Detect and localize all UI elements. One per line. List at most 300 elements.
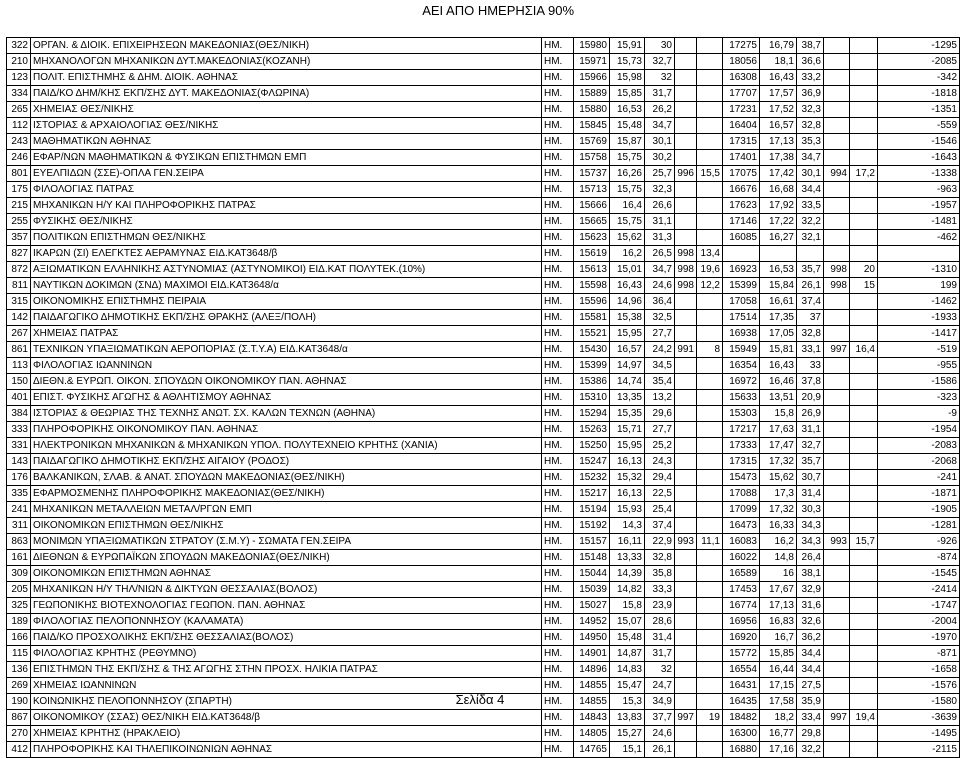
prev-grade-average-cell: 13,51 [760, 390, 797, 406]
special-grade-cell: 13,4 [697, 246, 723, 262]
school-type-cell: ΗΜ. [542, 550, 574, 566]
percentile-cell: 31,1 [645, 214, 675, 230]
special-count-cell [675, 230, 697, 246]
school-type-cell: ΗΜ. [542, 150, 574, 166]
prev-special-count-cell [824, 182, 850, 198]
admitted-count-cell: 14765 [574, 742, 610, 758]
department-name-cell: ΕΠΙΣΤ. ΦΥΣΙΚΗΣ ΑΓΩΓΗΣ & ΑΘΛΗΤΙΣΜΟΥ ΑΘΗΝΑΣ [31, 390, 542, 406]
special-grade-cell [697, 662, 723, 678]
special-count-cell: 991 [675, 342, 697, 358]
school-type-cell: ΗΜ. [542, 374, 574, 390]
department-name-cell: ΟΙΚΟΝΟΜΙΚΩΝ ΕΠΙΣΤΗΜΩΝ ΘΕΣ/ΝΙΚΗΣ [31, 518, 542, 534]
special-count-cell: 998 [675, 262, 697, 278]
prev-percentile-cell: 30,3 [797, 502, 824, 518]
department-name-cell: ΠΟΛΙΤΙΚΩΝ ΕΠΙΣΤΗΜΩΝ ΘΕΣ/ΝΙΚΗΣ [31, 230, 542, 246]
prev-special-count-cell [824, 646, 850, 662]
department-code-cell: 190 [7, 694, 31, 710]
prev-grade-average-cell: 17,15 [760, 678, 797, 694]
special-grade-cell [697, 150, 723, 166]
school-type-cell: ΗΜ. [542, 118, 574, 134]
prev-percentile-cell: 32,9 [797, 582, 824, 598]
prev-year-count-cell: 18482 [723, 710, 760, 726]
table-row [7, 102, 960, 118]
department-code-cell: 265 [7, 102, 31, 118]
school-type-cell: ΗΜ. [542, 406, 574, 422]
prev-grade-average-cell: 17,22 [760, 214, 797, 230]
prev-percentile-cell [797, 246, 824, 262]
table-row [7, 38, 960, 54]
prev-percentile-cell: 33,1 [797, 342, 824, 358]
department-code-cell: 269 [7, 678, 31, 694]
special-grade-cell [697, 614, 723, 630]
department-code-cell: 143 [7, 454, 31, 470]
school-type-cell: ΗΜ. [542, 70, 574, 86]
prev-percentile-cell: 35,7 [797, 454, 824, 470]
prev-year-count-cell: 17075 [723, 166, 760, 182]
prev-special-count-cell [824, 358, 850, 374]
prev-year-count-cell [723, 246, 760, 262]
difference-cell: -1281 [878, 518, 960, 534]
prev-special-count-cell [824, 38, 850, 54]
admitted-count-cell: 15880 [574, 102, 610, 118]
special-grade-cell [697, 454, 723, 470]
prev-special-grade-cell [850, 566, 878, 582]
grade-average-cell: 14,97 [610, 358, 645, 374]
percentile-cell: 32 [645, 662, 675, 678]
department-code-cell: 322 [7, 38, 31, 54]
prev-grade-average-cell: 18,1 [760, 54, 797, 70]
department-name-cell: ΦΙΛΟΛΟΓΙΑΣ ΚΡΗΤΗΣ (ΡΕΘΥΜΝΟ) [31, 646, 542, 662]
grade-average-cell: 15,32 [610, 470, 645, 486]
difference-cell: -874 [878, 550, 960, 566]
department-name-cell: ΟΡΓΑΝ. & ΔΙΟΙΚ. ΕΠΙΧΕΙΡΗΣΕΩΝ ΜΑΚΕΔΟΝΙΑΣ(ΘΕΣ/ΝΙΚΗ) [31, 38, 542, 54]
percentile-cell: 29,6 [645, 406, 675, 422]
department-name-cell: ΤΕΧΝΙΚΩΝ ΥΠΑΞΙΩΜΑΤΙΚΩΝ ΑΕΡΟΠΟΡΙΑΣ (Σ.Τ.Υ.Α) ΕΙΔ.ΚΑΤ3648/α [31, 342, 542, 358]
school-type-cell: ΗΜ. [542, 742, 574, 758]
difference-cell: -2068 [878, 454, 960, 470]
department-name-cell: ΜΗΧΑΝΙΚΩΝ ΜΕΤΑΛΛΕΙΩΝ ΜΕΤΑΛ/ΡΓΩΝ ΕΜΠ [31, 502, 542, 518]
percentile-cell: 31,3 [645, 230, 675, 246]
percentile-cell: 24,2 [645, 342, 675, 358]
special-count-cell: 996 [675, 166, 697, 182]
prev-year-count-cell: 16956 [723, 614, 760, 630]
prev-special-grade-cell [850, 198, 878, 214]
grade-average-cell: 15,47 [610, 678, 645, 694]
prev-special-count-cell [824, 326, 850, 342]
table-row [7, 518, 960, 534]
special-count-cell: 998 [675, 278, 697, 294]
admitted-count-cell: 15845 [574, 118, 610, 134]
prev-year-count-cell: 17401 [723, 150, 760, 166]
prev-percentile-cell: 33,4 [797, 710, 824, 726]
special-count-cell [675, 214, 697, 230]
admitted-count-cell: 15294 [574, 406, 610, 422]
table-row [7, 534, 960, 550]
prev-year-count-cell: 17315 [723, 134, 760, 150]
page-title: ΑΕΙ ΑΠΟ ΗΜΕΡΗΣΙΑ 90% [422, 3, 574, 18]
percentile-cell: 23,9 [645, 598, 675, 614]
prev-percentile-cell: 34,3 [797, 518, 824, 534]
prev-special-count-cell [824, 294, 850, 310]
difference-cell: -1957 [878, 198, 960, 214]
special-count-cell: 998 [675, 246, 697, 262]
difference-cell: -1295 [878, 38, 960, 54]
prev-percentile-cell: 34,3 [797, 534, 824, 550]
special-count-cell [675, 598, 697, 614]
difference-cell: -1576 [878, 678, 960, 694]
admitted-count-cell: 15581 [574, 310, 610, 326]
table-row [7, 550, 960, 566]
special-count-cell [675, 486, 697, 502]
department-code-cell: 357 [7, 230, 31, 246]
special-count-cell [675, 374, 697, 390]
department-name-cell: ΠΑΙΔ/ΚΟ ΔΗΜ/ΚΗΣ ΕΚΠ/ΣΗΣ ΔΥΤ. ΜΑΚΕΔΟΝΙΑΣ(ΦΛΩΡΙΝΑ) [31, 86, 542, 102]
difference-cell: -323 [878, 390, 960, 406]
special-count-cell [675, 102, 697, 118]
prev-special-grade-cell [850, 582, 878, 598]
department-code-cell: 335 [7, 486, 31, 502]
prev-percentile-cell: 31,6 [797, 598, 824, 614]
school-type-cell: ΗΜ. [542, 710, 574, 726]
percentile-cell: 31,7 [645, 86, 675, 102]
prev-special-count-cell [824, 118, 850, 134]
prev-percentile-cell: 35,3 [797, 134, 824, 150]
table-row [7, 726, 960, 742]
special-grade-cell: 11,1 [697, 534, 723, 550]
grade-average-cell: 15,95 [610, 438, 645, 454]
percentile-cell: 35,4 [645, 374, 675, 390]
prev-special-grade-cell [850, 726, 878, 742]
percentile-cell: 25,7 [645, 166, 675, 182]
prev-special-count-cell [824, 438, 850, 454]
percentile-cell: 24,6 [645, 278, 675, 294]
prev-special-count-cell [824, 726, 850, 742]
difference-cell: -1545 [878, 566, 960, 582]
prev-grade-average-cell: 17,42 [760, 166, 797, 182]
prev-special-count-cell [824, 374, 850, 390]
grade-average-cell: 15,62 [610, 230, 645, 246]
prev-year-count-cell: 17333 [723, 438, 760, 454]
special-count-cell: 993 [675, 534, 697, 550]
prev-percentile-cell: 32,2 [797, 742, 824, 758]
percentile-cell: 25,4 [645, 502, 675, 518]
difference-cell: -2004 [878, 614, 960, 630]
difference-cell: -1481 [878, 214, 960, 230]
special-count-cell [675, 358, 697, 374]
difference-cell: -1417 [878, 326, 960, 342]
department-name-cell: ΠΑΙΔ/ΚΟ ΠΡΟΣΧΟΛΙΚΗΣ ΕΚΠ/ΣΗΣ ΘΕΣΣΑΛΙΑΣ(ΒΟΛΟΣ) [31, 630, 542, 646]
department-code-cell: 325 [7, 598, 31, 614]
special-count-cell [675, 454, 697, 470]
percentile-cell: 31,4 [645, 630, 675, 646]
difference-cell: -963 [878, 182, 960, 198]
special-count-cell [675, 726, 697, 742]
prev-special-count-cell [824, 134, 850, 150]
prev-special-grade-cell [850, 150, 878, 166]
department-code-cell: 863 [7, 534, 31, 550]
prev-grade-average-cell: 16,46 [760, 374, 797, 390]
special-count-cell [675, 422, 697, 438]
prev-year-count-cell: 16920 [723, 630, 760, 646]
grade-average-cell: 14,82 [610, 582, 645, 598]
department-code-cell: 142 [7, 310, 31, 326]
department-code-cell: 115 [7, 646, 31, 662]
department-code-cell: 331 [7, 438, 31, 454]
special-count-cell [675, 70, 697, 86]
department-code-cell: 166 [7, 630, 31, 646]
prev-year-count-cell: 16085 [723, 230, 760, 246]
admitted-count-cell: 15217 [574, 486, 610, 502]
table-row [7, 630, 960, 646]
difference-cell: -9 [878, 406, 960, 422]
department-code-cell: 255 [7, 214, 31, 230]
table-row [7, 278, 960, 294]
special-grade-cell [697, 358, 723, 374]
percentile-cell: 30,2 [645, 150, 675, 166]
prev-percentile-cell: 34,4 [797, 662, 824, 678]
school-type-cell: ΗΜ. [542, 358, 574, 374]
prev-percentile-cell: 35,7 [797, 262, 824, 278]
school-type-cell: ΗΜ. [542, 278, 574, 294]
special-grade-cell: 12,2 [697, 278, 723, 294]
special-count-cell [675, 614, 697, 630]
admitted-count-cell: 15157 [574, 534, 610, 550]
prev-special-grade-cell [850, 118, 878, 134]
grade-average-cell: 15,1 [610, 742, 645, 758]
table-row [7, 86, 960, 102]
department-name-cell: ΠΛΗΡΟΦΟΡΙΚΗΣ ΚΑΙ ΤΗΛΕΠΙΚΟΙΝΩΝΙΩΝ ΑΘΗΝΑΣ [31, 742, 542, 758]
prev-year-count-cell: 17623 [723, 198, 760, 214]
difference-cell: -1462 [878, 294, 960, 310]
prev-grade-average-cell: 17,58 [760, 694, 797, 710]
department-code-cell: 210 [7, 54, 31, 70]
special-count-cell [675, 662, 697, 678]
percentile-cell: 32,8 [645, 550, 675, 566]
prev-year-count-cell: 17146 [723, 214, 760, 230]
prev-percentile-cell: 34,4 [797, 182, 824, 198]
prev-percentile-cell: 32,1 [797, 230, 824, 246]
department-code-cell: 123 [7, 70, 31, 86]
department-name-cell: ΗΛΕΚΤΡΟΝΙΚΩΝ ΜΗΧΑΝΙΚΩΝ & ΜΗΧΑΝΙΚΩΝ ΥΠΟΛ. ΠΟΛΥΤΕΧΝΕΙΟ ΚΡΗΤΗΣ (ΧΑΝΙΑ) [31, 438, 542, 454]
prev-year-count-cell: 16431 [723, 678, 760, 694]
difference-cell: -1905 [878, 502, 960, 518]
prev-year-count-cell: 17315 [723, 454, 760, 470]
prev-special-grade-cell: 15 [850, 278, 878, 294]
table-row [7, 310, 960, 326]
special-grade-cell: 15,5 [697, 166, 723, 182]
school-type-cell: ΗΜ. [542, 566, 574, 582]
grade-average-cell: 16,26 [610, 166, 645, 182]
prev-grade-average-cell: 16,53 [760, 262, 797, 278]
prev-percentile-cell: 38,7 [797, 38, 824, 54]
special-grade-cell [697, 566, 723, 582]
prev-year-count-cell: 16022 [723, 550, 760, 566]
difference-cell: -2083 [878, 438, 960, 454]
grade-average-cell: 15,71 [610, 422, 645, 438]
table-row [7, 294, 960, 310]
prev-special-count-cell [824, 54, 850, 70]
department-name-cell: ΟΙΚΟΝΟΜΙΚΟΥ (ΣΣΑΣ) ΘΕΣ/ΝΙΚΗ ΕΙΔ.ΚΑΤ3648/β [31, 710, 542, 726]
special-grade-cell [697, 198, 723, 214]
school-type-cell: ΗΜ. [542, 342, 574, 358]
prev-special-grade-cell [850, 54, 878, 70]
prev-percentile-cell: 32,2 [797, 214, 824, 230]
percentile-cell: 33,3 [645, 582, 675, 598]
prev-grade-average-cell: 17,32 [760, 502, 797, 518]
prev-special-grade-cell [850, 422, 878, 438]
prev-special-count-cell [824, 150, 850, 166]
prev-special-grade-cell [850, 374, 878, 390]
school-type-cell: ΗΜ. [542, 182, 574, 198]
percentile-cell: 28,6 [645, 614, 675, 630]
prev-special-grade-cell [850, 486, 878, 502]
prev-special-grade-cell [850, 502, 878, 518]
percentile-cell: 27,7 [645, 422, 675, 438]
prev-grade-average-cell [760, 246, 797, 262]
admitted-count-cell: 15192 [574, 518, 610, 534]
table-row [7, 582, 960, 598]
special-count-cell [675, 310, 697, 326]
percentile-cell: 37,4 [645, 518, 675, 534]
table-row [7, 246, 960, 262]
school-type-cell: ΗΜ. [542, 486, 574, 502]
prev-percentile-cell: 37,4 [797, 294, 824, 310]
grade-average-cell: 15,38 [610, 310, 645, 326]
prev-grade-average-cell: 17,47 [760, 438, 797, 454]
admitted-count-cell: 14901 [574, 646, 610, 662]
prev-year-count-cell: 15303 [723, 406, 760, 422]
admitted-count-cell: 15889 [574, 86, 610, 102]
percentile-cell: 24,6 [645, 726, 675, 742]
department-name-cell: ΠΟΛΙΤ. ΕΠΙΣΤΗΜΗΣ & ΔΗΜ. ΔΙΟΙΚ. ΑΘΗΝΑΣ [31, 70, 542, 86]
special-grade-cell [697, 214, 723, 230]
prev-grade-average-cell: 16,68 [760, 182, 797, 198]
school-type-cell: ΗΜ. [542, 438, 574, 454]
special-count-cell: 997 [675, 710, 697, 726]
prev-special-count-cell: 998 [824, 262, 850, 278]
percentile-cell: 35,8 [645, 566, 675, 582]
table-row [7, 454, 960, 470]
prev-grade-average-cell: 16,43 [760, 358, 797, 374]
prev-grade-average-cell: 15,81 [760, 342, 797, 358]
school-type-cell: ΗΜ. [542, 198, 574, 214]
percentile-cell: 37,7 [645, 710, 675, 726]
prev-grade-average-cell: 16,61 [760, 294, 797, 310]
special-grade-cell [697, 86, 723, 102]
department-code-cell: 861 [7, 342, 31, 358]
prev-grade-average-cell: 15,84 [760, 278, 797, 294]
prev-special-grade-cell [850, 454, 878, 470]
department-code-cell: 270 [7, 726, 31, 742]
prev-year-count-cell: 17231 [723, 102, 760, 118]
prev-year-count-cell: 16354 [723, 358, 760, 374]
department-name-cell: ΜΗΧΑΝΟΛΟΓΩΝ ΜΗΧΑΝΙΚΩΝ ΔΥΤ.ΜΑΚΕΔΟΝΙΑΣ(ΚΟΖΑΝΗ) [31, 54, 542, 70]
grade-average-cell: 14,3 [610, 518, 645, 534]
prev-percentile-cell: 26,1 [797, 278, 824, 294]
special-grade-cell [697, 502, 723, 518]
department-code-cell: 113 [7, 358, 31, 374]
prev-grade-average-cell: 17,63 [760, 422, 797, 438]
prev-year-count-cell: 16938 [723, 326, 760, 342]
department-code-cell: 827 [7, 246, 31, 262]
special-count-cell [675, 86, 697, 102]
percentile-cell: 31,7 [645, 646, 675, 662]
prev-percentile-cell: 36,6 [797, 54, 824, 70]
grade-average-cell: 14,96 [610, 294, 645, 310]
department-code-cell: 384 [7, 406, 31, 422]
percentile-cell: 32,3 [645, 182, 675, 198]
school-type-cell: ΗΜ. [542, 390, 574, 406]
prev-special-grade-cell [850, 630, 878, 646]
department-name-cell: ΙΚΑΡΩΝ (ΣΙ) ΕΛΕΓΚΤΕΣ ΑΕΡΑΜΥΝΑΣ ΕΙΔ.ΚΑΤ3648/β [31, 246, 542, 262]
prev-special-grade-cell [850, 614, 878, 630]
prev-percentile-cell: 34,7 [797, 150, 824, 166]
admitted-count-cell: 14855 [574, 694, 610, 710]
school-type-cell: ΗΜ. [542, 582, 574, 598]
percentile-cell: 30,1 [645, 134, 675, 150]
table-row [7, 150, 960, 166]
percentile-cell: 36,4 [645, 294, 675, 310]
prev-year-count-cell: 16554 [723, 662, 760, 678]
department-code-cell: 246 [7, 150, 31, 166]
prev-year-count-cell: 16880 [723, 742, 760, 758]
prev-special-grade-cell [850, 70, 878, 86]
department-code-cell: 412 [7, 742, 31, 758]
prev-year-count-cell: 16972 [723, 374, 760, 390]
grade-average-cell: 15,93 [610, 502, 645, 518]
grade-average-cell: 16,43 [610, 278, 645, 294]
page-number: Σελίδα 4 [455, 692, 505, 707]
prev-year-count-cell: 15772 [723, 646, 760, 662]
difference-cell: -1351 [878, 102, 960, 118]
admitted-count-cell: 14950 [574, 630, 610, 646]
admitted-count-cell: 15737 [574, 166, 610, 182]
difference-cell: -1954 [878, 422, 960, 438]
percentile-cell: 26,2 [645, 102, 675, 118]
special-grade-cell [697, 630, 723, 646]
admitted-count-cell: 15044 [574, 566, 610, 582]
prev-grade-average-cell: 16,2 [760, 534, 797, 550]
grade-average-cell: 15,3 [610, 694, 645, 710]
prev-grade-average-cell: 16,27 [760, 230, 797, 246]
prev-special-count-cell [824, 582, 850, 598]
difference-cell: -3639 [878, 710, 960, 726]
percentile-cell: 24,3 [645, 454, 675, 470]
grade-average-cell: 16,11 [610, 534, 645, 550]
prev-special-grade-cell [850, 38, 878, 54]
table-row [7, 422, 960, 438]
special-count-cell [675, 118, 697, 134]
prev-percentile-cell: 33 [797, 358, 824, 374]
department-name-cell: ΝΑΥΤΙΚΩΝ ΔΟΚΙΜΩΝ (ΣΝΔ) ΜΑΧΙΜΟΙ ΕΙΔ.ΚΑΤ3648/α [31, 278, 542, 294]
prev-year-count-cell: 17088 [723, 486, 760, 502]
department-code-cell: 243 [7, 134, 31, 150]
prev-special-grade-cell [850, 358, 878, 374]
department-name-cell: ΑΞΙΩΜΑΤΙΚΩΝ ΕΛΛΗΝΙΚΗΣ ΑΣΤΥΝΟΜΙΑΣ (ΑΣΤΥΝΟΜΙΚΟΙ) ΕΙΔ.ΚΑΤ ΠΟΛΥΤΕΚ.(10%) [31, 262, 542, 278]
department-code-cell: 112 [7, 118, 31, 134]
prev-special-count-cell [824, 550, 850, 566]
special-grade-cell: 19,6 [697, 262, 723, 278]
grade-average-cell: 15,27 [610, 726, 645, 742]
department-name-cell: ΟΙΚΟΝΟΜΙΚΩΝ ΕΠΙΣΤΗΜΩΝ ΑΘΗΝΑΣ [31, 566, 542, 582]
school-type-cell: ΗΜ. [542, 326, 574, 342]
grade-average-cell: 15,07 [610, 614, 645, 630]
admitted-count-cell: 15971 [574, 54, 610, 70]
table-row [7, 374, 960, 390]
table-row [7, 182, 960, 198]
prev-year-count-cell: 16435 [723, 694, 760, 710]
department-code-cell: 872 [7, 262, 31, 278]
